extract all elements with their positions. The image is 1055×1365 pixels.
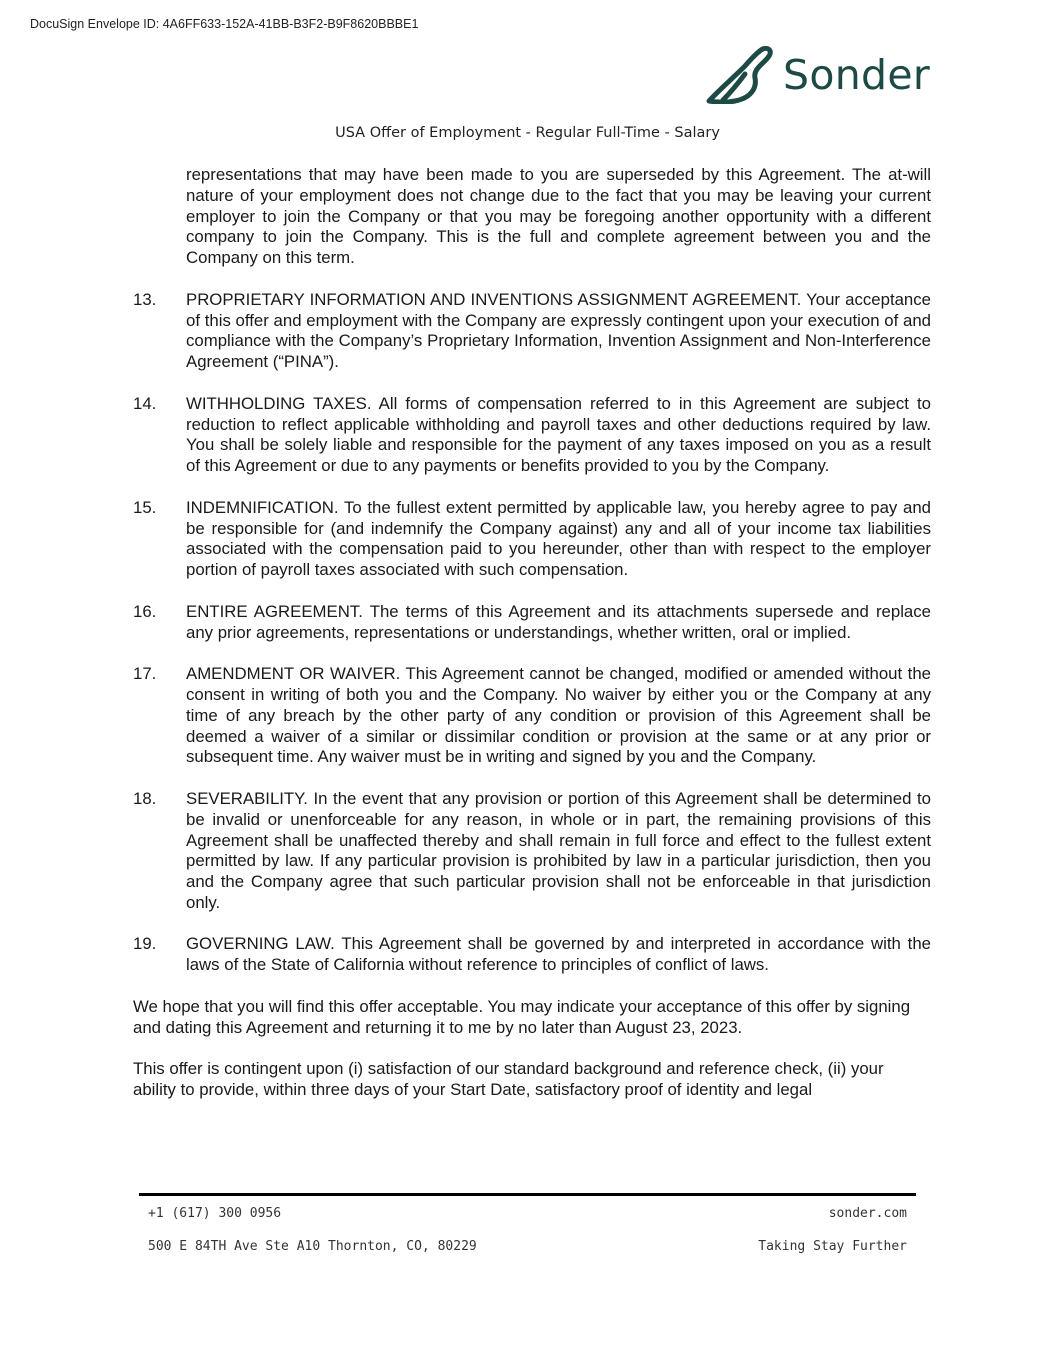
- logo-wordmark: Sonder: [783, 50, 931, 99]
- section-13: [133, 290, 931, 373]
- section-text: GOVERNING LAW. This Agreement shall be governed by and interpreted in accordance with the laws of the State of California without reference to principles of conflict of laws.: [186, 934, 931, 975]
- footer-address: 500 E 84TH Ave Ste A10 Thornton, CO, 80229: [148, 1239, 477, 1254]
- section-number: 16.: [133, 601, 157, 621]
- footer-website: sonder.com: [828, 1206, 907, 1221]
- closing-paragraph-contingency: This offer is contingent upon (i) satisfaction of our standard background and reference check, (ii) your ability to provide, within three days of your Start Date, satisfactory proof of identity and legal: [133, 1059, 884, 1100]
- section-16: [133, 602, 931, 644]
- section-number: 15.: [133, 497, 157, 517]
- section-19: [133, 934, 931, 976]
- section-text: PROPRIETARY INFORMATION AND INVENTIONS ASSIGNMENT AGREEMENT. Your acceptance of this offer and employment with the Company are expressly contingent upon your execution of and compliance with the Company’s Proprietary Information, Invention Assignment and Non-Interference Agreement (“PINA”).: [186, 289, 931, 372]
- sonder-bird-icon: [705, 46, 777, 104]
- envelope-id: DocuSign Envelope ID: 4A6FF633-152A-41BB-B3F2-B9F8620BBBE1: [30, 17, 419, 31]
- footer-tagline: Taking Stay Further: [758, 1239, 907, 1254]
- section-17: [133, 664, 931, 768]
- section-text: ENTIRE AGREEMENT. The terms of this Agreement and its attachments supersede and replace any prior agreements, representations or understandings, whether written, oral or implied.: [186, 601, 931, 642]
- section-number: 17.: [133, 664, 157, 684]
- section-number: 14.: [133, 393, 157, 413]
- section-text: SEVERABILITY. In the event that any provision or portion of this Agreement shall be determined to be invalid or unenforceable for any reason, in whole or in part, the remaining provisions of this Agreement shall be unaffected thereby and shall remain in full force and effect to the fullest extent permitted by law. If any particular provision is prohibited by law in a particular jurisdiction, then you and the Company agree that such particular provision shall not be enforceable in that jurisdiction only.: [186, 788, 931, 912]
- footer-divider: [139, 1193, 916, 1196]
- section-14: [133, 394, 931, 477]
- section-15: [133, 498, 931, 581]
- closing-paragraph-acceptance: We hope that you will find this offer acceptable. You may indicate your acceptance of this offer by signing and dating this Agreement and returning it to me by no later than August 23, 2023.: [133, 996, 911, 1037]
- section-text: INDEMNIFICATION. To the fullest extent permitted by applicable law, you hereby agree to pay and be responsible for (and indemnify the Company against) any and all of your income tax liabilities associated with the compensation paid to you hereunder, other than with respect to the employer portion of payroll taxes associated with such compensation.: [186, 497, 931, 580]
- footer-phone: +1 (617) 300 0956: [148, 1206, 282, 1221]
- section-number: 13.: [133, 289, 157, 309]
- document-body: [133, 165, 931, 1101]
- continued-paragraph: representations that may have been made to you are superseded by this Agreement. The at-will nature of your employment does not change due to the fact that you may be leaving your current employer to join the Company or that you may be foregoing another opportunity with a different company to join the Company. This is the full and complete agreement between you and the Company on this term.: [186, 165, 931, 268]
- section-18: [133, 789, 931, 914]
- section-text: AMENDMENT OR WAIVER. This Agreement cannot be changed, modified or amended without the consent in writing of both you and the Company. No waiver by either you or the Company at any time of any breach by the other party of any condition or provision of this Agreement shall be deemed a waiver of a similar or dissimilar condition or provision at the same or at any prior or subsequent time. Any waiver must be in writing and signed by you and the Company.: [186, 664, 931, 767]
- section-number: 18.: [133, 788, 157, 808]
- section-text: WITHHOLDING TAXES. All forms of compensation referred to in this Agreement are subject to reduction to reflect applicable withholding and payroll taxes and other deductions required by law. You shall be solely liable and responsible for the payment of any taxes imposed on you as a result of this Agreement or due to any payments or benefits provided to you by the Company.: [186, 393, 931, 476]
- company-logo: [705, 46, 930, 104]
- document-title: USA Offer of Employment - Regular Full-Time - Salary: [335, 125, 720, 141]
- section-number: 19.: [133, 934, 157, 954]
